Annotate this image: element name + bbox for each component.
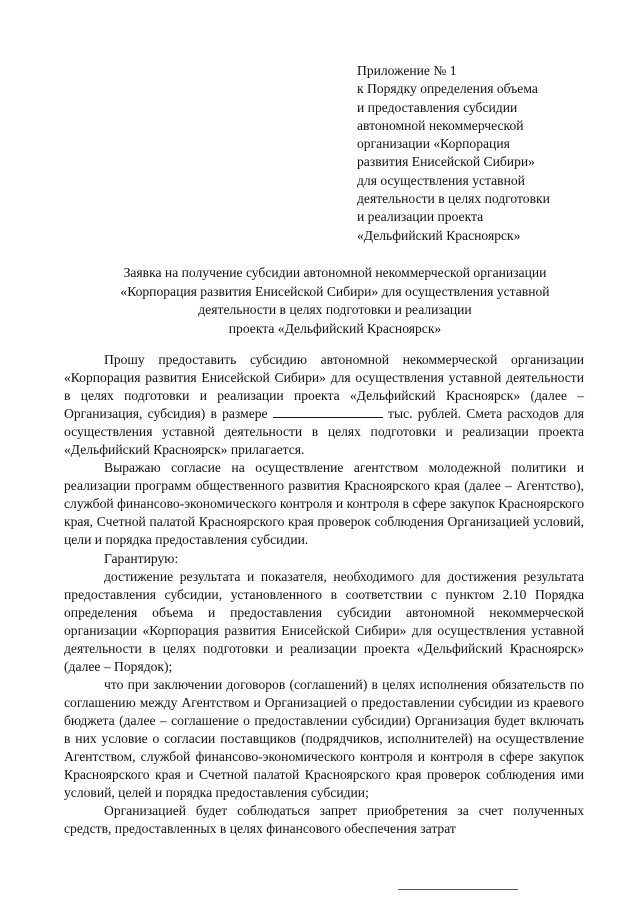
request-text: Прошу предоставить субсидию автономной некоммерческой организации «Корпорация развития Енисейской Сибири» для осуществления уставной деятельности в целях подготовки и реализации проекта «Дельфийский Красноярск» (далее – Организация, субсидия) в размере bbox=[64, 352, 584, 422]
appendix-line: к Порядку определения объема bbox=[357, 81, 538, 97]
appendix-line: деятельности в целях подготовки bbox=[357, 191, 550, 207]
request-text-end: тыс. рублей. Смета расходов для осуществления уставной деятельности в целях подготовки и реализации проекта «Дельфийский Красноярск» прилагается. bbox=[64, 406, 584, 458]
document-body bbox=[64, 351, 584, 838]
appendix-line: Приложение № 1 bbox=[357, 63, 457, 78]
paragraph-guarantee-prohibition: Организацией будет соблюдаться запрет приобретения за счет полученных средств, предоставленных в целях финансового обеспечения затрат bbox=[64, 803, 584, 837]
bottom-divider bbox=[398, 889, 518, 890]
title-line: проекта «Дельфийский Красноярск» bbox=[228, 320, 442, 336]
amount-blank bbox=[273, 407, 383, 418]
paragraph-guarantee-heading: Гарантирую: bbox=[104, 550, 179, 566]
appendix-line: и реализации проекта bbox=[357, 209, 484, 225]
title-line: деятельности в целях подготовки и реализации bbox=[198, 302, 472, 318]
paragraph-guarantee-contracts: что при заключении договоров (соглашений) в целях исполнения обязательств по соглашению между Агентством и Организацией о предоставлении субсидии из краевого бюджета (далее – соглашение о предоставлении субсидии) Организация будет включать в них условие о согласии поставщиков (подрядчиков, исполнителей) на осуществление Агентством, службой финансово-экономического контроля и контроля в сфере закупок Красноярского края и Счетной палатой Красноярского края проверок соблюдения ими условий, целей и порядка предоставления субсидии; bbox=[64, 676, 584, 801]
appendix-line: для осуществления уставной bbox=[357, 172, 525, 188]
paragraph-consent: Выражаю согласие на осуществление агентством молодежной политики и реализации программ общественного развития Красноярского края (далее – Агентство), службой финансово-экономического контроля и контроля в сфере закупок Красноярского края, Счетной палатой Красноярского края проверок соблюдения Организацией условий, цели и порядка предоставления субсидии. bbox=[64, 460, 584, 548]
appendix-line: организации «Корпорация bbox=[357, 136, 510, 152]
title-line: Заявка на получение субсидии автономной некоммерческой организации bbox=[123, 265, 547, 280]
title-line: «Корпорация развития Енисейской Сибири» для осуществления уставной bbox=[120, 283, 550, 299]
paragraph-request bbox=[64, 351, 584, 459]
appendix-line: и предоставления субсидии bbox=[357, 99, 518, 115]
appendix-header bbox=[357, 62, 627, 245]
appendix-line: автономной некоммерческой bbox=[357, 117, 524, 133]
appendix-line: развития Енисейской Сибири» bbox=[357, 154, 535, 170]
document-title bbox=[60, 264, 610, 338]
paragraph-guarantee-result: достижение результата и показателя, необходимого для достижения результата предоставления субсидии, установленного в соответствии с пунктом 2.10 Порядка определения объема и предоставления субсидии автономной некоммерческой организации «Корпорация развития Енисейской Сибири» для осуществления уставной деятельности в целях подготовки и реализации проекта «Дельфийский Красноярск» (далее – Порядок); bbox=[64, 568, 584, 674]
appendix-line: «Дельфийский Красноярск» bbox=[357, 227, 521, 243]
